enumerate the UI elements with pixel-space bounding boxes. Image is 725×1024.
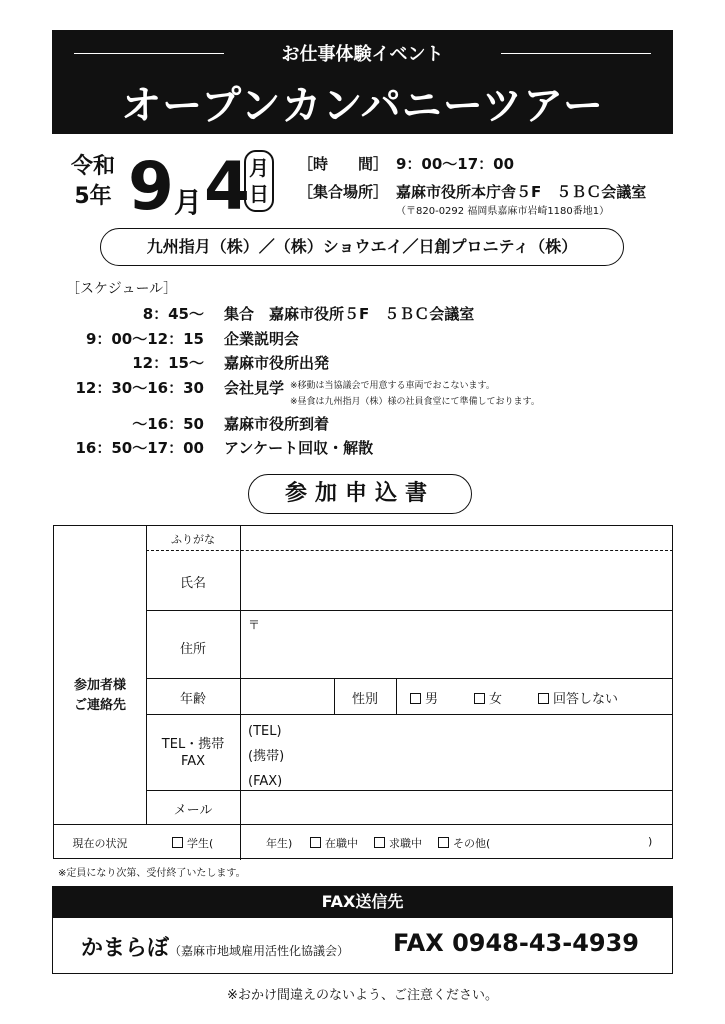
- schedule-desc: アンケート回収・解散: [224, 439, 374, 457]
- tel-field[interactable]: (TEL): [248, 724, 282, 739]
- place-label: ［集合場所］: [298, 183, 389, 201]
- gender-male-label: 男: [425, 692, 439, 707]
- status-student-label: 学生(: [187, 837, 214, 850]
- mail-input[interactable]: [241, 791, 673, 824]
- status-employed-label: 在職中: [325, 837, 358, 850]
- schedule-heading: ［スケジュール］: [66, 281, 178, 297]
- event-date: [128, 140, 252, 225]
- time-label: ［時 間］: [298, 155, 389, 173]
- grid-line: [146, 714, 673, 715]
- schedule-note: ※移動は当協議会で用意する車両でおこないます。: [290, 380, 495, 391]
- place-address: （〒820-0292 福岡県嘉麻市岩崎1180番地1）: [396, 206, 610, 217]
- address-input[interactable]: [240, 611, 673, 678]
- fax-number: FAX 0948-43-4939: [393, 929, 639, 957]
- schedule-time: 16：50〜17：00: [75, 439, 204, 457]
- mobile-field[interactable]: (携帯): [248, 749, 285, 764]
- caution-note: ※おかけ間違えのないよう、ご注意ください。: [227, 988, 498, 1003]
- application-form: [53, 525, 673, 859]
- gender-option-none[interactable]: [538, 688, 618, 707]
- event-banner: [52, 30, 673, 134]
- time-row: [298, 150, 646, 178]
- schedule-desc: 嘉麻市役所到着: [224, 414, 330, 433]
- era-line-1: 令和: [70, 154, 115, 179]
- schedule-desc: 嘉麻市役所出発: [224, 354, 330, 372]
- age-input[interactable]: [241, 679, 334, 714]
- status-employed[interactable]: [310, 835, 358, 851]
- fax-box: [52, 918, 673, 974]
- gender-option-male[interactable]: [410, 688, 438, 707]
- era-year: [62, 152, 124, 212]
- mail-label: メール: [173, 803, 213, 818]
- date-month-unit: 月: [173, 186, 202, 219]
- checkbox-icon: [538, 693, 549, 704]
- checkbox-icon: [172, 837, 183, 848]
- section-label-line-2: ご連絡先: [73, 698, 126, 713]
- grid-line: [54, 824, 673, 825]
- gender-female-label: 女: [489, 692, 503, 707]
- grid-line: [146, 526, 147, 824]
- name-label: 氏名: [179, 576, 206, 591]
- postal-mark: 〒: [248, 618, 261, 632]
- age-label: 年齢: [179, 692, 206, 707]
- status-seeking[interactable]: [374, 835, 422, 851]
- gender-option-female[interactable]: [474, 688, 502, 707]
- tel-label-line-2: FAX: [180, 754, 206, 769]
- date-month: 9: [128, 148, 174, 225]
- schedule-note: ※昼食は九州指月（株）様の社員食堂にて準備しております。: [290, 396, 540, 407]
- schedule-desc: 企業説明会: [224, 329, 300, 348]
- status-seeking-label: 求職中: [389, 837, 422, 850]
- weekday-top: 月: [249, 156, 269, 180]
- checkbox-icon: [438, 837, 449, 848]
- checkbox-icon: [474, 693, 485, 704]
- tel-label: [146, 736, 240, 770]
- fax-org-sub: （嘉麻市地域雇用活性化協議会）: [169, 944, 350, 958]
- section-label-line-1: 参加者様: [73, 678, 126, 693]
- event-subtitle: お仕事体験イベント: [281, 44, 444, 65]
- status-other-label: その他(: [453, 837, 491, 850]
- checkbox-icon: [374, 837, 385, 848]
- companies-pill: 九州指月（株）／（株）ショウエイ／日創プロニティ（株）: [100, 228, 624, 266]
- schedule-time: 8：45〜: [142, 305, 204, 323]
- tel-fields: [248, 719, 284, 794]
- schedule-desc: 会社見学: [224, 378, 285, 397]
- grid-line: [146, 678, 673, 679]
- fax-heading: FAX送信先: [52, 886, 673, 918]
- gender-none-label: 回答しない: [553, 692, 619, 707]
- status-year-label: 年生): [266, 837, 293, 850]
- status-other[interactable]: [438, 835, 490, 851]
- tel-label-line-1: TEL・携帯: [161, 737, 225, 752]
- date-day: 4: [203, 148, 250, 225]
- checkbox-icon: [410, 693, 421, 704]
- furigana-input[interactable]: [240, 526, 673, 550]
- place-value: 嘉麻市役所本庁舎５F ５ＢＣ会議室: [396, 183, 647, 201]
- event-title: オープンカンパニーツアー: [121, 83, 604, 129]
- era-line-2: 5年: [74, 184, 112, 209]
- capacity-note: ※定員になり次第、受付終了いたします。: [58, 868, 246, 879]
- schedule-time: 9：00〜12：15: [85, 329, 204, 348]
- fax-field[interactable]: (FAX): [248, 774, 283, 789]
- address-label: 住所: [179, 642, 206, 657]
- event-info: [298, 150, 647, 217]
- weekday-badge: [244, 150, 274, 212]
- fax-org-name: かまらぼ: [81, 936, 170, 961]
- weekday-bottom: 日: [249, 182, 269, 206]
- schedule-time: 12：15〜: [132, 354, 204, 372]
- schedule-desc: 集合 嘉麻市役所５F ５ＢＣ会議室: [224, 305, 475, 323]
- time-value: 9：00〜17：00: [396, 155, 515, 173]
- fax-organization: [81, 931, 349, 962]
- furigana-label: ふりがな: [171, 533, 215, 546]
- grid-line: [396, 678, 397, 714]
- application-title: 参加申込書: [248, 474, 472, 514]
- participant-section-label: [54, 676, 146, 716]
- status-close-paren: ): [648, 835, 653, 848]
- checkbox-icon: [310, 837, 321, 848]
- schedule-time: 12：30〜16：30: [75, 378, 204, 397]
- status-student[interactable]: [172, 835, 213, 851]
- name-input[interactable]: [240, 551, 673, 610]
- status-label: 現在の状況: [72, 837, 128, 850]
- gender-label: 性別: [351, 692, 378, 707]
- schedule-time: 〜16：50: [132, 414, 204, 433]
